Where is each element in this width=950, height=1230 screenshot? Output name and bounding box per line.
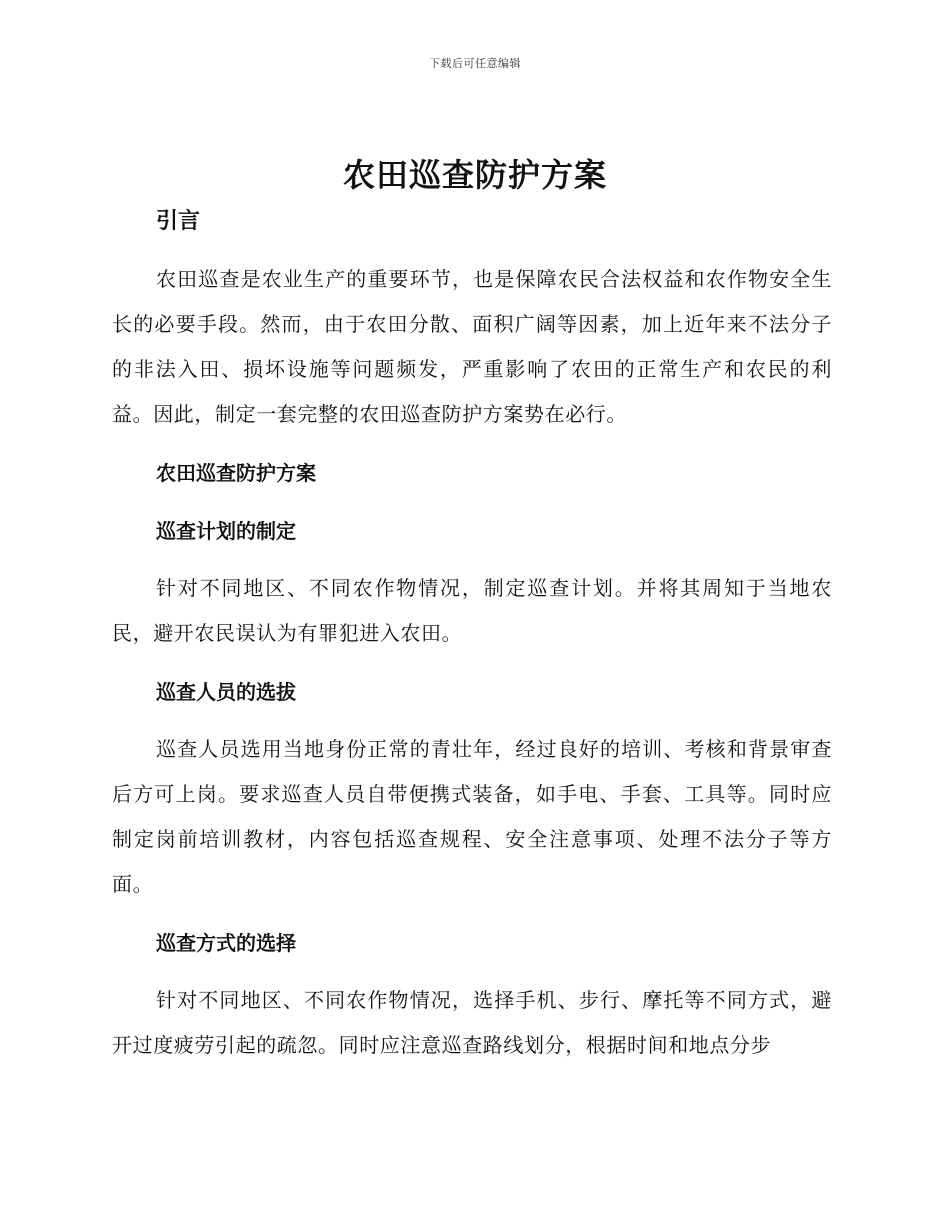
paragraph-patrol-plan: 针对不同地区、不同农作物情况，制定巡查计划。并将其周知于当地农民，避开农民误认为有罪犯进入农田。 [112,576,832,645]
paragraph-patrol-method: 针对不同地区、不同农作物情况，选择手机、步行、摩托等不同方式，避开过度疲劳引起的疏忽。同时应注意巡查路线划分，根据时间和地点分步 [112,988,832,1057]
section-heading-staff-selection: 巡查人员的选拔 [156,680,296,704]
paragraph-intro: 农田巡查是农业生产的重要环节，也是保障农民合法权益和农作物安全生长的必要手段。然而，由于农田分散、面积广阔等因素，加上近年来不法分子的非法入田、损坏设施等问题频发，严重影响了农田的正常生产和农民的利益。因此，制定一套完整的农田巡查防护方案势在必行。 [112,267,832,426]
document-title: 农田巡查防护方案 [342,156,607,194]
section-heading-plan-overview: 农田巡查防护方案 [156,461,316,485]
section-heading-patrol-plan: 巡查计划的制定 [156,519,296,543]
section-heading-patrol-method: 巡查方式的选择 [156,931,296,955]
document-body [112,200,832,1068]
section-heading-intro: 引言 [156,209,201,234]
header-note: 下载后可任意编辑 [429,57,521,70]
paragraph-staff-selection: 巡查人员选用当地身份正常的青壮年，经过良好的培训、考核和背景审查后方可上岗。要求巡查人员自带便携式装备，如手电、手套、工具等。同时应制定岗前培训教材，内容包括巡查规程、安全注意事项、处理不法分子等方面。 [112,737,832,896]
